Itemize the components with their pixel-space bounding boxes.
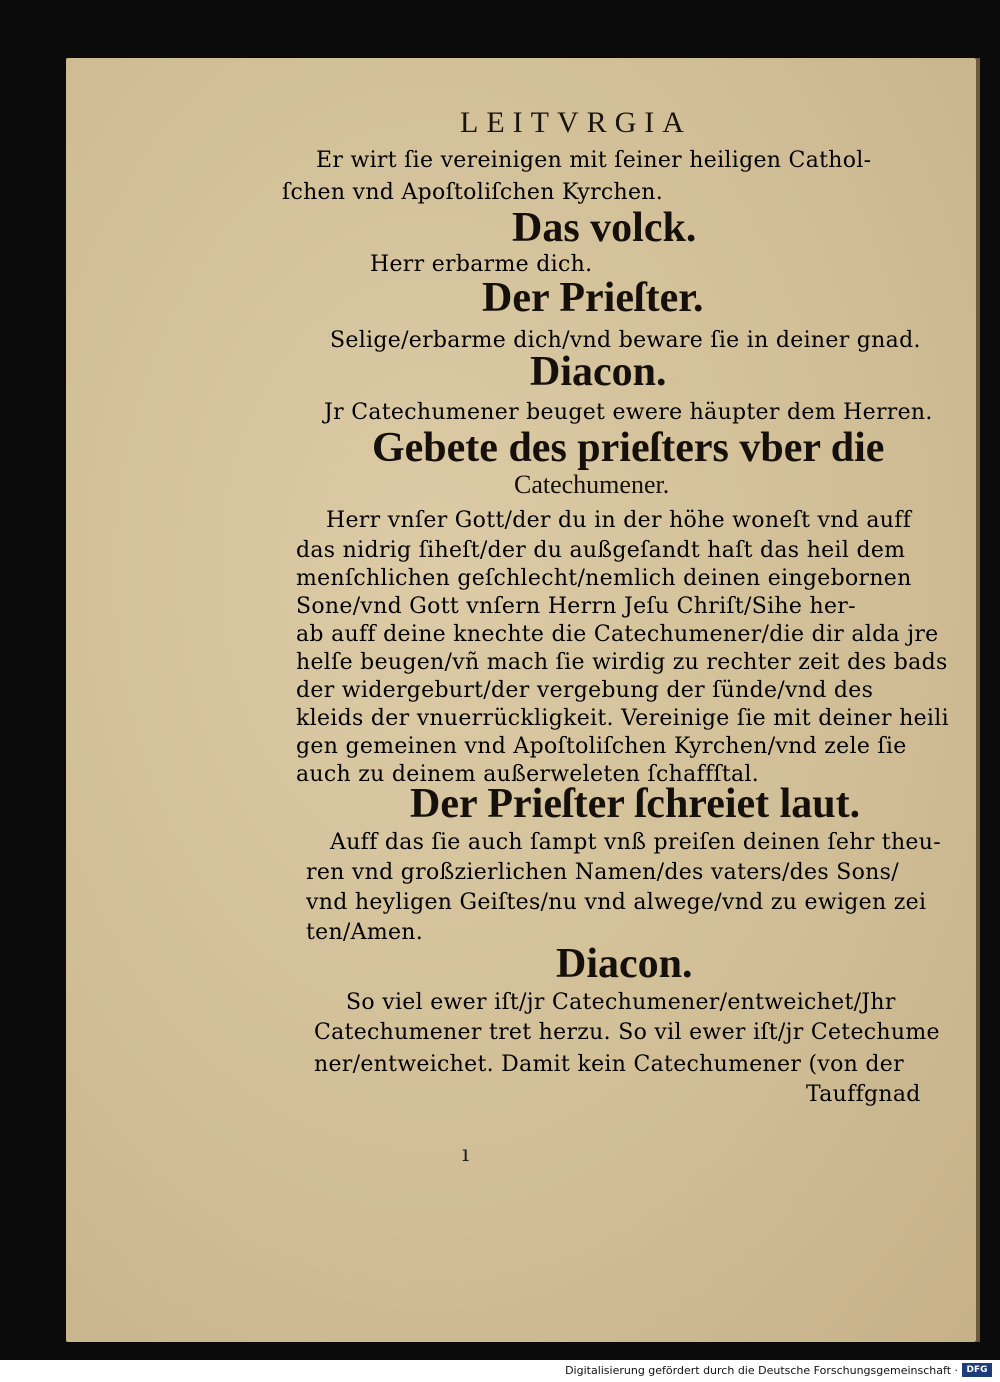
text-line: menſchlichen geſchlecht/nemlich deinen eingebornen — [296, 566, 912, 591]
text-line: Auff das ſie auch ſampt vnß preiſen deinen ſehr theu- — [330, 830, 941, 855]
text-line: ren vnd großzierlichen Namen/des vaters/des Sons/ — [306, 860, 899, 885]
heading-schreiet: Der Prieſter ſchreiet laut. — [410, 781, 861, 827]
text-line: das nidrig ſiheſt/der du außgeſandt haſt das heil dem — [296, 538, 906, 563]
text-line: Er wirt ſie vereinigen mit ſeiner heiligen Cathol- — [316, 148, 872, 173]
heading-catechumener: Catechumener. — [514, 470, 670, 499]
running-header: LEITVRGIA — [460, 106, 692, 139]
heading-diacon: Diacon. — [530, 349, 667, 395]
text-line: Catechumener tret herzu. So vil ewer iſt/jr Cetechume — [314, 1020, 940, 1045]
text-line: auch zu deinem außerweleten ſchaffſtal. — [296, 762, 760, 787]
text-line: kleids der vnuerrückligkeit. Vereinige ſie mit deiner heili — [296, 706, 949, 731]
dfg-logo-icon: DFG — [962, 1363, 992, 1377]
text-line: ner/entweichet. Damit kein Catechumener (von der — [314, 1052, 904, 1077]
heading-volck: Das volck. — [512, 205, 697, 251]
text-line: So viel ewer iſt/jr Catechumener/entweichet/Jhr — [346, 990, 896, 1015]
heading-priester: Der Prieſter. — [482, 275, 704, 321]
text-line: Herr vnſer Gott/der du in der höhe woneſt vnd auff — [326, 508, 912, 533]
catchword: Tauffgnad — [806, 1082, 921, 1107]
footer-bar — [0, 1360, 1000, 1382]
text-line: ten/Amen. — [306, 920, 424, 945]
text-line: gen gemeinen vnd Apoſtoliſchen Kyrchen/vnd zele ſie — [296, 734, 907, 759]
text-line: ab auff deine knechte die Catechumener/die dir alda jre — [296, 622, 939, 647]
heading-diacon-2: Diacon. — [556, 941, 693, 987]
text-line: Jr Catechumener beuget ewere häupter dem Herren. — [324, 400, 933, 425]
text-line: Sone/vnd Gott vnſern Herrn Jeſu Chriſt/Sihe her- — [296, 594, 856, 619]
text-line: Selige/erbarme dich/vnd beware ſie in deiner gnad. — [330, 328, 921, 353]
heading-gebete: Gebete des prieſters vber die — [372, 425, 885, 471]
text-line: vnd heyligen Geiſtes/nu vnd alwege/vnd zu ewigen zei — [306, 890, 927, 915]
text-line: der widergeburt/der vergebung der ſünde/vnd des — [296, 678, 874, 703]
text-line: helſe beugen/vñ mach ſie wirdig zu rechter zeit des bads — [296, 650, 948, 675]
page-mark: ı — [462, 1142, 470, 1167]
footer-credit: Digitalisierung gefördert durch die Deutsche Forschungsgemeinschaft · — [565, 1364, 958, 1377]
text-line: ſchen vnd Apoſtoliſchen Kyrchen. — [282, 180, 664, 205]
page-edge — [976, 58, 980, 1342]
text-line: Herr erbarme dich. — [370, 252, 593, 277]
